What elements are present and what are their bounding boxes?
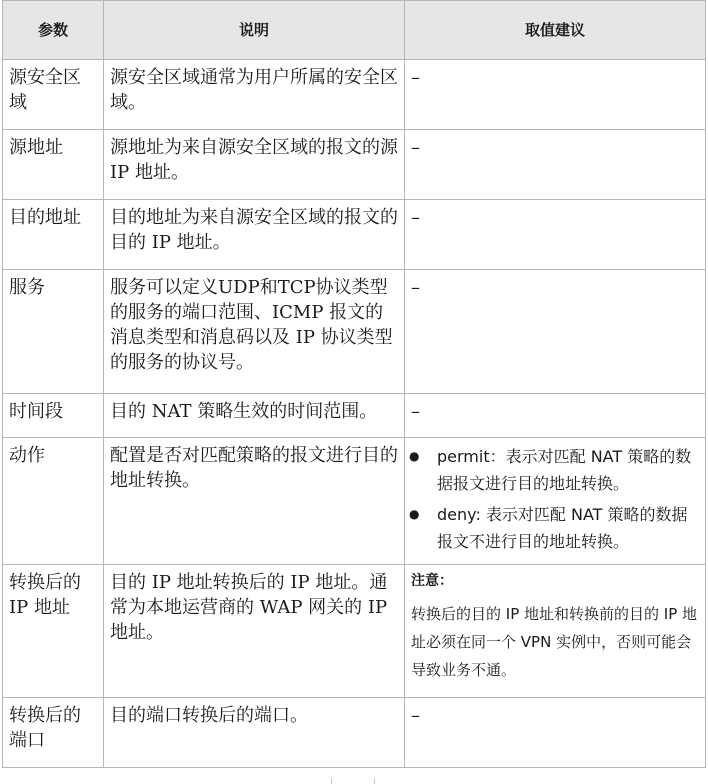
suggestion-cell (405, 438, 706, 565)
list-item (409, 501, 699, 555)
description-cell: 目的 IP 地址转换后的 IP 地址。通常为本地运营商的 WAP 网关的 IP 地址。 (104, 565, 405, 698)
param-cell: 转换后的端口 (3, 698, 104, 768)
suggestion-cell: – (405, 200, 706, 270)
table-row (3, 698, 706, 768)
header-param: 参数 (3, 1, 104, 60)
parameter-table (2, 0, 706, 768)
table-header-row (3, 1, 706, 60)
suggestion-cell: – (405, 130, 706, 200)
description-cell: 目的地址为来自源安全区域的报文的目的 IP 地址。 (104, 200, 405, 270)
description-cell: 服务可以定义UDP和TCP协议类型的服务的端口范围、ICMP 报文的消息类型和消息码以及 IP 协议类型的服务的协议号。 (104, 270, 405, 394)
note-title: 注意： (411, 573, 453, 589)
suggestion-cell (405, 565, 706, 698)
table-row (3, 130, 706, 200)
description-cell: 目的端口转换后的端口。 (104, 698, 405, 768)
description-cell: 目的 NAT 策略生效的时间范围。 (104, 394, 405, 438)
suggestion-cell: – (405, 394, 706, 438)
bullet-icon: ● (409, 507, 420, 521)
table-row (3, 565, 706, 698)
description-cell: 配置是否对匹配策略的报文进行目的地址转换。 (104, 438, 405, 565)
description-cell: 源安全区域通常为用户所属的安全区域。 (104, 60, 405, 130)
param-cell: 时间段 (3, 394, 104, 438)
param-cell: 源安全区域 (3, 60, 104, 130)
action-options-list (411, 443, 699, 555)
option-deny: deny: 表示对匹配 NAT 策略的数据报文不进行目的地址转换。 (437, 505, 688, 551)
suggestion-cell: – (405, 60, 706, 130)
bullet-icon: ● (409, 449, 420, 463)
table-row (3, 438, 706, 565)
param-cell: 动作 (3, 438, 104, 565)
table-row (3, 200, 706, 270)
param-cell: 服务 (3, 270, 104, 394)
table-row (3, 60, 706, 130)
header-suggestion: 取值建议 (405, 1, 706, 60)
page-edge-mark (374, 778, 375, 784)
param-cell: 源地址 (3, 130, 104, 200)
note-body: 转换后的目的 IP 地址和转换前的目的 IP 地址必须在同一个 VPN 实例中，否则可能会导致业务不通。 (411, 605, 698, 679)
table-row (3, 394, 706, 438)
suggestion-cell: – (405, 698, 706, 768)
suggestion-cell: – (405, 270, 706, 394)
param-cell: 目的地址 (3, 200, 104, 270)
param-cell: 转换后的 IP 地址 (3, 565, 104, 698)
page-edge-mark (331, 778, 332, 784)
table-row (3, 270, 706, 394)
list-item (409, 443, 699, 497)
header-description: 说明 (104, 1, 405, 60)
description-cell: 源地址为来自源安全区域的报文的源 IP 地址。 (104, 130, 405, 200)
option-permit: permit：表示对匹配 NAT 策略的数据报文进行目的地址转换。 (437, 447, 692, 493)
